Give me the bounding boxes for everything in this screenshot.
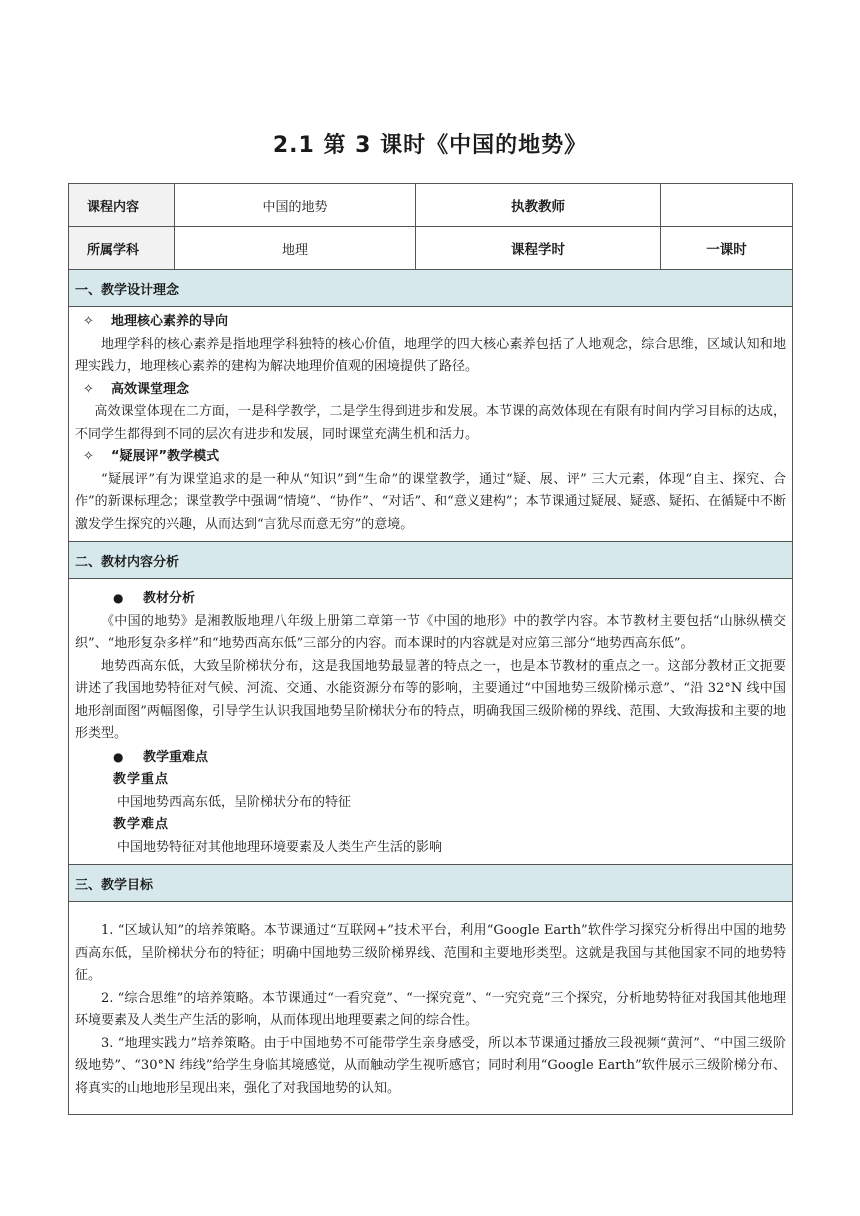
focus-text: 中国地势西高东低，呈阶梯状分布的特征: [117, 794, 352, 810]
bullet-heading: [75, 379, 786, 402]
goal-item: 1. “区域认知”的培养策略。本节课通过“互联网+”技术平台，利用“Google Earth”软件学习探究分析得出中国的地势西高东低，呈阶梯状分布的特征；明确中国地势三级阶梯界线、范围和主要地形类型。这就是我国与其他国家不同的地势特征。: [75, 923, 786, 983]
material-analysis-content: [69, 579, 793, 865]
section-1-body: [69, 307, 793, 542]
goal-item: 3. “地理实践力”培养策略。由于中国地势不可能带学生亲身感受，所以本节课通过播放三段视频“黄河”、“中国三级阶级地势”、“30°N 纬线”给学生身临其境感觉，从而触动学生视听感官；同时利用“Google Earth”软件展示三级阶梯分布、将真实的山地地形呈现出来，强化了对我国地势的认知。: [75, 1035, 786, 1096]
section-2-title: 二、教材内容分析: [69, 542, 793, 579]
difficulty-label: 教学难点: [113, 817, 170, 832]
course-label: 课程内容: [69, 184, 175, 227]
goal-item: 2. “综合思维”的培养策略。本节课通过“一看究竟”、“一探究竟”、“一究究竟”三个探究，分析地势特征对我国其他地理环境要素及人类生产生活的影响，从而体现出地理要素之间的综合性。: [75, 990, 786, 1028]
diamond-bullet-icon: ✧: [83, 314, 94, 329]
section-2-body: [69, 579, 793, 865]
bullet-title: “疑展评”教学模式: [111, 449, 220, 464]
diamond-bullet-icon: ✧: [83, 381, 94, 397]
section-1-title: 一、教学设计理念: [69, 270, 793, 307]
dot-bullet-icon: ●: [113, 591, 124, 605]
bullet-title: 教材分析: [143, 591, 196, 606]
bullet-title: 地理核心素养的导向: [111, 314, 229, 329]
teaching-goals-content: [69, 902, 793, 1115]
paragraph: “疑展评”有为课堂追求的是一种从“知识”到“生命”的课堂教学，通过“疑、展、评” 三大元素，体现“自主、探究、合作”的新课标理念；课堂教学中强调“情境”、“协作”、“对话”、和“意义建构”；本节课通过疑展、疑惑、疑拓、在循疑中不断激发学生探究的兴趣，从而达到“言犹尽而意无穷”的意境。: [75, 471, 786, 532]
lesson-plan-table: [68, 183, 793, 1115]
course-value: 中国的地势: [175, 184, 416, 227]
bullet-heading: [75, 587, 786, 611]
section-2-header: [69, 542, 793, 579]
info-row-2: [69, 227, 793, 270]
paragraph: 地势西高东低，大致呈阶梯状分布，这是我国地势最显著的特点之一，也是本节教材的重点之一。这部分教材正文扼要讲述了我国地势特征对气候、河流、交通、水能资源分布等的影响，主要通过“中国地势三级阶梯示意”、“沿 32°N 线中国地形剖面图”两幅图像，引导学生认识我国地势呈阶梯状分布的特点，明确我国三级阶梯的界线、范围、大致海拔和主要的地形类型。: [75, 658, 786, 741]
bullet-heading: [75, 746, 786, 770]
teacher-value: [661, 184, 793, 227]
focus-label: 教学重点: [113, 772, 170, 787]
subject-value: 地理: [175, 227, 416, 270]
bullet-heading: [75, 446, 786, 469]
hours-label: 课程学时: [416, 227, 661, 270]
paragraph: 高效课堂体现在二方面，一是科学教学，二是学生得到进步和发展。本节课的高效体现在有限有时间内学习目标的达成，不同学生都得到不同的层次有进步和发展，同时课堂充满生机和活力。: [75, 404, 786, 442]
section-3-body: [69, 902, 793, 1115]
paragraph: 《中国的地势》是湘教版地理八年级上册第二章第一节《中国的地形》中的教学内容。本节教材主要包括“山脉纵横交织”、“地形复杂多样”和“地势西高东低”三部分的内容。而本课时的内容就是对应第三部分“地势西高东低”。: [75, 613, 786, 651]
teacher-label: 执教教师: [416, 184, 661, 227]
dot-bullet-icon: ●: [113, 749, 124, 764]
section-3-header: [69, 865, 793, 902]
subject-label: 所属学科: [69, 227, 175, 270]
design-philosophy-content: [69, 307, 793, 542]
diamond-bullet-icon: ✧: [83, 449, 94, 464]
info-row-1: [69, 184, 793, 227]
difficulty-text: 中国地势特征对其他地理环境要素及人类生产生活的影响: [117, 839, 443, 855]
paragraph: 地理学科的核心素养是指地理学科独特的核心价值，地理学的四大核心素养包括了人地观念，综合思维，区域认知和地理实践力，地理核心素养的建构为解决地理价值观的困境提供了路径。: [75, 336, 786, 374]
bullet-title: 教学重难点: [143, 749, 209, 765]
page-title: 2.1 第 3 课时《中国的地势》: [272, 133, 588, 158]
section-1-header: [69, 270, 793, 307]
section-3-title: 三、教学目标: [69, 865, 793, 902]
hours-value: 一课时: [661, 227, 793, 270]
bullet-heading: [75, 311, 786, 334]
bullet-title: 高效课堂理念: [111, 381, 190, 397]
